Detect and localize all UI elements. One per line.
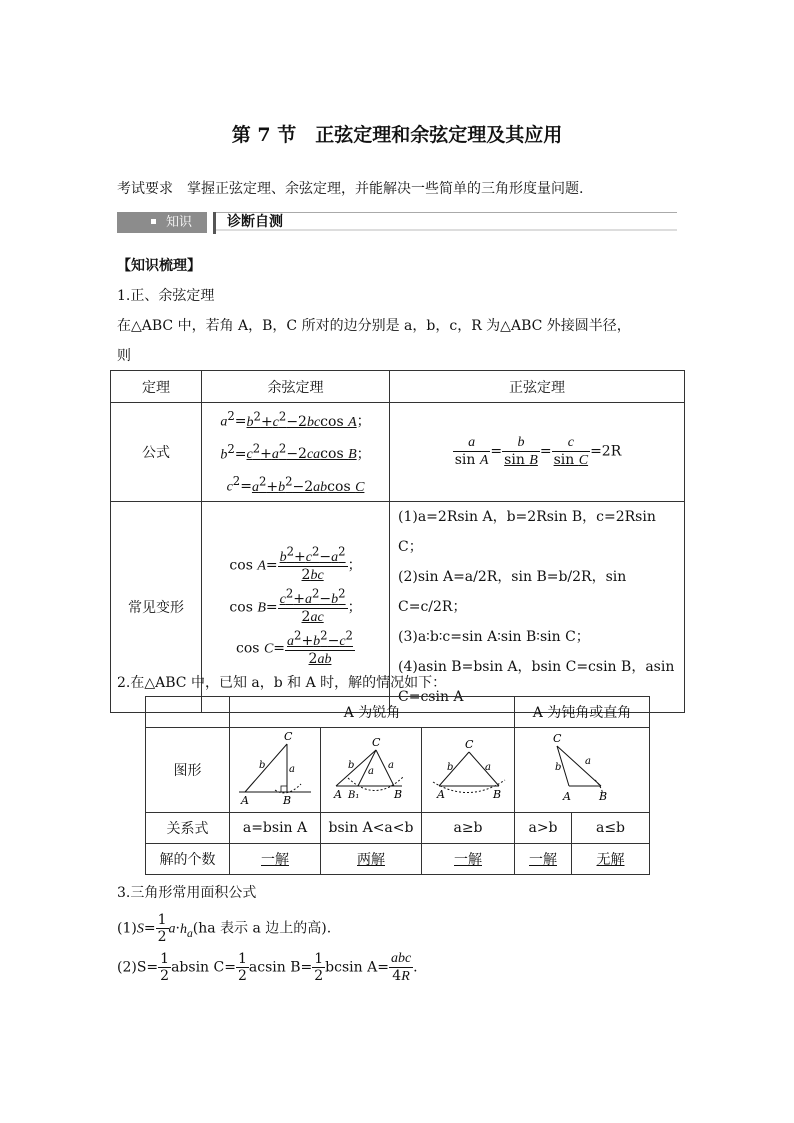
svg-text:C: C: [284, 730, 293, 743]
count-1: 一解: [261, 852, 289, 868]
svg-text:A: A: [437, 788, 445, 801]
relation-5: a≤b: [572, 813, 650, 844]
svg-text:C: C: [553, 732, 562, 745]
figure-ageb: [422, 728, 515, 813]
item2-heading: 2.在△ABC 中，已知 a，b 和 A 时，解的情况如下：: [117, 675, 447, 691]
area-formula-1: (1)S= $\frac{1}{2}$ $a\cdot h_a(ha$ 表示 a 边上的高).: [117, 912, 332, 946]
count-3: 一解: [454, 852, 482, 868]
item1-intro-end: 则: [117, 348, 131, 364]
cosine-variations: cos A= $\frac{b^2+c^2-a^2}{2bc}$ ； cos B= $\frac{c^2+a^2-b^2}{2ac}$ ； cos C= $\frac{a^2+b^2-c^2}{2ab}$: [202, 501, 390, 712]
relation-4: a>b: [515, 813, 572, 844]
figure-obtuse: [515, 728, 650, 813]
svg-text:C: C: [372, 736, 381, 749]
row-formula-label: 公式: [111, 403, 202, 502]
exam-requirement: 考试要求 掌握正弦定理、余弦定理，并能解决一些简单的三角形度量问题.: [117, 181, 584, 197]
row-relation-label: 关系式: [146, 813, 230, 844]
header-theorem: 定理: [111, 371, 202, 403]
header-cosine: 余弦定理: [202, 371, 390, 403]
item3-heading: 3.三角形常用面积公式: [117, 885, 257, 901]
group-obtuse: A 为钝角或直角: [515, 697, 650, 728]
svg-text:a: a: [289, 764, 295, 775]
section-subtitle: 诊断自测: [213, 212, 677, 231]
triangle-figure-4: [517, 728, 647, 808]
relation-2: bsin A<a<b: [321, 813, 422, 844]
svg-text:b: b: [555, 762, 562, 773]
header-sine: 正弦定理: [390, 371, 685, 403]
svg-text:b: b: [259, 760, 266, 771]
svg-text:a: a: [585, 756, 591, 767]
knowledge-tag: 知识: [117, 212, 207, 233]
svg-text:a: a: [485, 762, 491, 773]
relation-1: a=bsin A: [230, 813, 321, 844]
svg-text:B: B: [283, 794, 292, 807]
area-formula-2: (2)S= $\frac{1}{2}$ absin C= $\frac{1}{2}$ acsin B= $\frac{1}{2}$ bcsin A= $\frac{\text{abc}}{4R}$ .: [117, 951, 418, 985]
item1-intro: 在△ABC 中，若角 A，B，C 所对的边分别是 a，b，c，R 为△ABC 外接圆半径，: [117, 318, 631, 334]
svg-text:a: a: [388, 760, 394, 771]
svg-text:B: B: [599, 790, 608, 803]
triangle-figure-3: [423, 728, 513, 808]
section-band: [117, 209, 677, 235]
svg-text:A: A: [241, 794, 249, 807]
count-5: 无解: [596, 852, 625, 868]
relation-3: a≥b: [422, 813, 515, 844]
row-variation-label: 常见变形: [111, 501, 202, 712]
group-acute: A 为锐角: [230, 697, 515, 728]
svg-text:B₁: B₁: [348, 790, 360, 801]
row-count-label: 解的个数: [146, 844, 230, 875]
item1-heading: 1.正、余弦定理: [117, 288, 215, 304]
svg-text:B: B: [493, 788, 502, 801]
sine-formula: $\frac{a}{\text{sin A}}$ = $\frac{b}{\text{sin B}}$ = $\frac{c}{\text{sin C}}$ =2R: [390, 403, 685, 502]
count-4: 一解: [529, 852, 557, 868]
sine-variations: (1)a=2Rsin A，b=2Rsin B，c=2Rsin C； (2)sin A=a/2R，sin B=b/2R，sin C=c/2R； (3)a∶b∶c=sin A∶sin B∶sin C； (4)asin B=bsin A，bsin C=csin B，asin C=csin A: [390, 501, 685, 712]
svg-text:a: a: [368, 766, 374, 777]
law-table: [110, 370, 685, 713]
page-title: 第 7 节 正弦定理和余弦定理及其应用: [231, 124, 563, 146]
count-2: 两解: [357, 852, 385, 868]
svg-text:b: b: [447, 762, 454, 773]
figure-two: [321, 728, 422, 813]
svg-text:A: A: [563, 790, 571, 803]
figure-right: [230, 728, 321, 813]
section-heading: 【知识梳理】: [117, 258, 201, 274]
cosine-formulas: $a^2=b^2+c^2-2bccos$ A； $b^2=c^2+a^2-2cacos$ B； $c^2=a^2+b^2-2abcos$ C: [202, 403, 390, 502]
cases-table: [145, 696, 650, 875]
square-bullet-icon: [151, 219, 156, 224]
svg-text:b: b: [348, 760, 355, 771]
svg-text:B: B: [394, 788, 403, 801]
triangle-figure-1: [231, 728, 319, 808]
triangle-figure-2: [322, 728, 420, 808]
svg-text:C: C: [465, 738, 474, 751]
row-figure-label: 图形: [146, 728, 230, 813]
svg-text:A: A: [334, 788, 342, 801]
